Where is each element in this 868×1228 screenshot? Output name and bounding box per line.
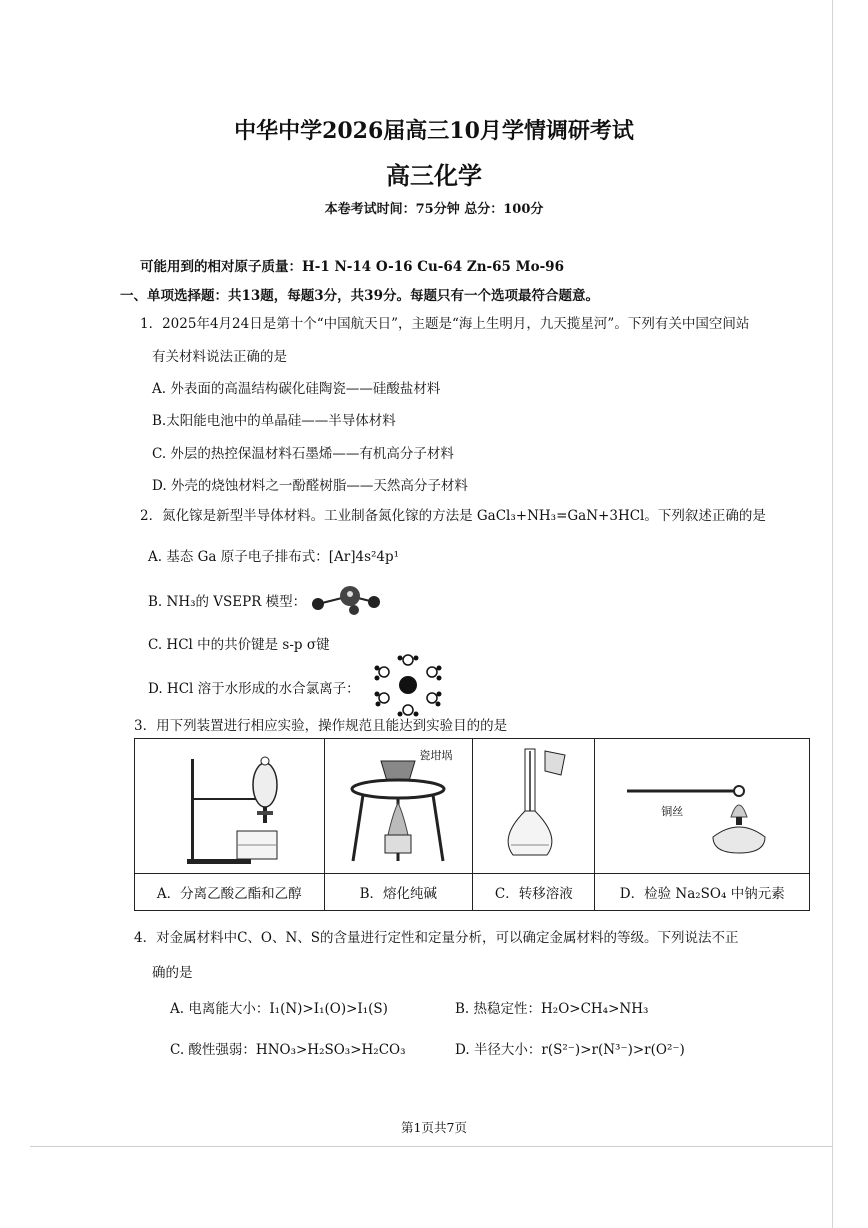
q4-stem-line1: 4．对金属材料中C、O、N、S的含量进行定性和定量分析，可以确定金属材料的等级。下列说法不正 — [134, 930, 739, 946]
q3-stem: 3．用下列装置进行相应实验，操作规范且能达到实验目的的是 — [134, 718, 508, 734]
section-header: 一、单项选择题：共13题，每题3分，共39分。每题只有一个选项最符合题意。 — [120, 288, 599, 304]
q1-option-b: B.太阳能电池中的单晶硅——半导体材料 — [152, 413, 396, 429]
nh3-vsepr-model-image — [310, 580, 384, 616]
apparatus-d-cell — [595, 739, 810, 874]
subject-title: 高三化学 — [386, 161, 482, 190]
apparatus-table — [134, 738, 810, 911]
q1-option-d: D. 外壳的烧蚀材料之一酚醛树脂——天然高分子材料 — [152, 478, 468, 494]
apparatus-a-cell — [135, 739, 325, 874]
q1-stem-line1: 1．2025年4月24日是第十个“中国航天日”，主题是“海上生明月，九天揽星河”。下列有关中国空间站 — [140, 316, 750, 332]
crucible-label: 瓷坩埚 — [419, 749, 453, 762]
page-footer: 第1页共7页 — [401, 1120, 467, 1135]
q4-option-d: D. 半径大小：r(S²⁻)>r(N³⁻)>r(O²⁻) — [455, 1042, 685, 1058]
caption-b: B．熔化纯碱 — [324, 874, 473, 911]
q1-stem-line2: 有关材料说法正确的是 — [152, 349, 287, 365]
exam-title: 中华中学2026届高三10月学情调研考试 — [234, 118, 634, 144]
separatory-funnel-image — [169, 741, 289, 867]
scan-edge-bottom — [30, 1146, 832, 1147]
q2-option-b: B. NH₃的 VSEPR 模型： — [148, 594, 307, 610]
q4-option-c: C. 酸性强弱：HNO₃>H₂SO₃>H₂CO₃ — [170, 1042, 406, 1058]
q4-option-a: A. 电离能大小：I₁(N)>I₁(O)>I₁(S) — [170, 1001, 388, 1017]
q1-option-a: A. 外表面的高温结构碳化硅陶瓷——硅酸盐材料 — [152, 381, 441, 397]
volumetric-flask-transfer-image — [489, 741, 579, 867]
copper-wire-label: 铜丝 — [661, 805, 684, 818]
q4-stem-line2: 确的是 — [152, 965, 193, 981]
flame-test-image — [607, 743, 797, 869]
caption-a: A．分离乙酸乙酯和乙醇 — [135, 874, 325, 911]
caption-c: C．转移溶液 — [473, 874, 595, 911]
apparatus-c-cell — [473, 739, 595, 874]
q1-option-c: C. 外层的热控保温材料石墨烯——有机高分子材料 — [152, 446, 454, 462]
exam-info: 本卷考试时间：75分钟 总分：100分 — [324, 202, 544, 217]
q2-option-c: C. HCl 中的共价键是 s-p σ键 — [148, 637, 330, 653]
q4-option-b: B. 热稳定性：H₂O>CH₄>NH₃ — [455, 1001, 649, 1017]
caption-d: D．检验 Na₂SO₄ 中钠元素 — [595, 874, 810, 911]
atomic-masses: 可能用到的相对原子质量：H-1 N-14 O-16 Cu-64 Zn-65 Mo-96 — [140, 259, 564, 275]
q2-option-a: A. 基态 Ga 原子电子排布式：[Ar]4s²4p¹ — [148, 549, 400, 565]
apparatus-b-cell — [324, 739, 473, 874]
q2-stem: 2．氮化镓是新型半导体材料。工业制备氮化镓的方法是 GaCl₃+NH₃=GaN+3HCl。下列叙述正确的是 — [140, 508, 766, 524]
hydrated-chloride-ion-image — [372, 652, 444, 718]
q2-option-d: D. HCl 溶于水形成的水合氯离子： — [148, 681, 360, 697]
